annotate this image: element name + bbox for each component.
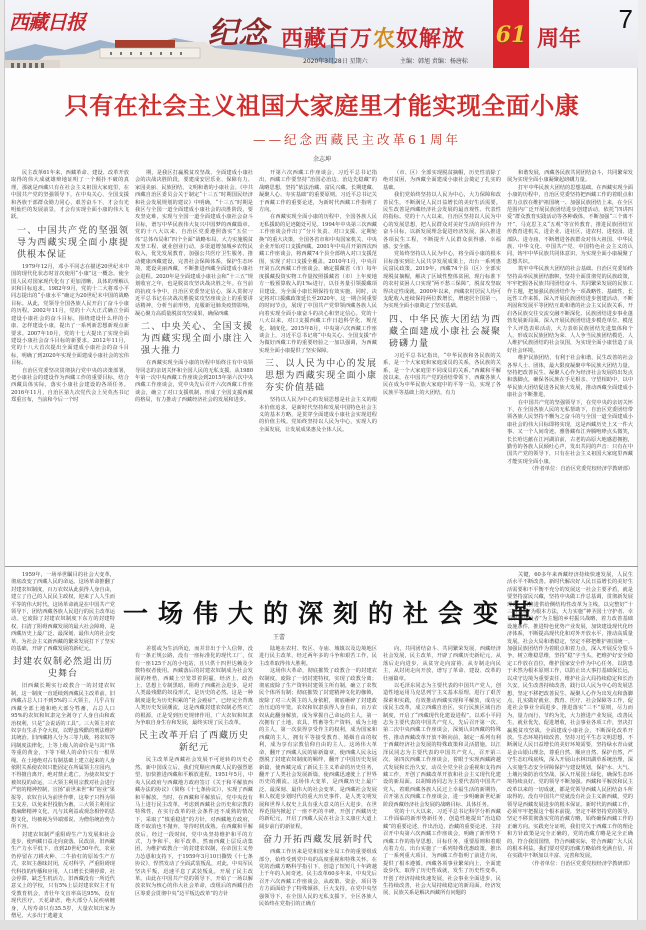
article1-byline: 余志坤 bbox=[312, 156, 331, 163]
paragraph: 在西藏实现全面小康的历程中，全国各族人民无私援助的足迹随处可见。1994年中央第三次西藏工作座谈会作出了“分片负责、对口支援、定期轮换”的重大决策，全国各省市和中央国家机关、中央企业开始对口支援西藏。2001年中央召开第四次西藏工作座谈会，将西藏74个县全部纳入对口支援范围，实现了对口支援全覆盖。2010年1月，中央召开第五次西藏工作座谈会，确定援藏省（市）每年度援藏投资实物工作量按照援藏省（市）上年度地方一般预算收入的1‰进行，以任务量引领援藏项目建设，为全面小康长期保持有效实施，同时，决定将对口援藏政策延长至2020年，这一期合同重要的时间节点，展现了中国共产党带领西藏各族人民向着实现全面小康奋斗的决心和坚定信心。党的十八大以来，对口支援西藏工作日趋科学化、规范化、制度化。2015年8月，中央第六次西藏工作座谈会上，习近平总书记将“中央关心、全国支援”作为做好西藏工作的重要经验之一加以强调，为西藏实现全面小康提供了坚实保障。 bbox=[259, 214, 377, 354]
article1-column-3 bbox=[259, 170, 377, 434]
paragraph: 封建农奴制严重阻碍生产力发展和社会进步，使西藏日益走向衰落。民改前，旧西藏生产力水平低下，直到20世纪50年代，农业仍停留在刀耕火种、二牛抬杠的原始生产方式，农奴主愚昧封闭，反对科学，严重阻碍现代科技的传播和应用，人口增长长期停滞，社会停滞，缺乏生机活力。旧西藏没有一所近代意义上的学校，只有5%上层封建农奴主才有受教育机会，青壮年文盲率高达95%，没有现代医疗，天花肆虐，绝大部分人民疾病缠身，人均寿命只有35.5岁，大量农奴出家为僧尼，大多出于逃避支 bbox=[11, 831, 115, 920]
issue-date: 2020年3月28日 星期六 bbox=[303, 58, 368, 65]
paragraph: 在西藏实现全面小康的历程中始终注有中央领导同志的亲切关怀和全国人民的无私支援。从1980年第一次中央西藏工作座谈会到2015年第六次中央西藏工作座谈会，党中央先后召开六次西藏工作座谈会，确立了对口支援机制，形成了全国支援西藏的格局，有力推动了西藏经济社会的发展和进步。 bbox=[135, 360, 253, 404]
anniversary-number: 61 bbox=[495, 22, 527, 48]
paragraph: 这场伟大革命，彻底摧毁了政教合一的封建农奴制度，废除了一切封建特权，实现了政教分离；彻底废除了生产资料封建领主所有制，确立了农牧民个体所有制；彻底摧毁了封建精神文化的枷锁，废除了对三大领主的人身依附，彻底砸碎了封建政治压迫的牢笼。农奴和奴隶获得人身自由，百万农奴从此翻身解放，成为掌握自己命运的主人，第一次拥有了土地、农具、牲畜等生产资料，成为土地的主人，第一次获得享受作主的权利，成为国家和西藏的主人，拥有平等接受教育、婚姻自由的权利，成为享有宗教信仰自由的主人。这场伟大革命，翻开了西藏人民的崭新篇章，使西藏人民永远摆脱了封建农奴制度的羁绊，翻开了中国历史发展新篇，使西藏完成了新民主主义革命的历史任务，翻开了人类社会发展新篇，使西藏迅速驶上了世界历史的潮流。这场伟大变革，是西藏历史上最广泛、最深刻、最伟大的社会变革，是西藏社会发展和人权进步划时代的重大历史事件，是人类文明发展和世界人权史上具有重大意义的巨大进步，在世界范围内掀起了一座不朽的丰碑，开创了西藏历史的新纪元，开启了西藏人民在社会主义康庄大道上阔步前行的新征程。 bbox=[259, 668, 377, 830]
article2-column-5 bbox=[507, 572, 633, 868]
editors-credit: 主编：韩旭 责编：杨唐标 bbox=[400, 58, 468, 65]
paragraph: 期，是我区打赢脱贫攻坚战、全面建成小康社会的决战决胜阶段，要建成安居乐业、保障有力、家园美丽、民族团结、文明和谐的小康社会。《中共西藏自治区委员会关于制定“十三五”时期国民经济和社会发展规划的建议》中明确，“十三五”时期是我区与全国一道全面建成小康社会的决胜阶段，要攻坚克难，实现与全国一道全面建成小康社会奋斗目标，谱写中华民族伟大复兴中国梦的西藏篇章。党的十八大以来，自治区党委遵照落实“五位一体”总体布局和“四个全面”战略布局，大力实施脱贫攻坚工程、就业创业行动，多渠道增加城乡农牧民收入，优先发展教育，加强公共医疗卫生服务，推动健康西藏建设，完善社会保障体系，保护生态环境，建设美丽西藏，不断推进西藏全面建成小康社会进程。2020年是全面建成小康社会和“十三五”规划收官之年，也是脱贫攻坚决战决胜之年。在当前的抗疫斗争中，自治区党委坚定信心，深入贯彻习近平总书记在决战决胜脱贫攻坚座谈会上的重要讲话精神，分析当前形势，克服新冠肺炎疫情影响，凝心聚力高质量脱贫攻坚成果，确保西藏 bbox=[135, 170, 253, 317]
paragraph: 陆地在农村、牧区、寺庙、城镇以及边境地区进行民主改革，经过两年多的斗争和艰苦工作，民主改革取得伟大胜利。 bbox=[259, 646, 377, 667]
paragraph: 和谐发展，西藏各民族共同团结奋斗，共同繁荣发展为实现全面小康凝聚起磅礴力量。 bbox=[507, 170, 633, 184]
article1-headline: 只有在社会主义祖国大家庭里才能实现全面小康 bbox=[64, 93, 580, 120]
article1-column-5 bbox=[507, 170, 633, 474]
paragraph: 我们党始终坚持以人民为中心，大力保障和改善民生，不断满足人民日益增长的美好生活需要。民生改善是西藏经济社会发展的最直观性、代表性的指标。党的十八大以来，自治区坚持以人民为中心的发展思想，把人民群众对美好生活的向往作为奋斗目标，以新发展理念促进经济发展，深入推进各项民生工程，不断提升人民群众获得感、幸福感、安全感。 bbox=[383, 192, 501, 251]
section-heading: 二、中央关心、全国支援为西藏实现全面小康注入强大推力 bbox=[141, 322, 253, 357]
newspaper-page bbox=[4, 0, 638, 920]
paragraph: 自治区党委坚决贯彻执行党中央的决策部署，把小康社会的建设作为西藏工作的重要目标，结合西藏具体实际，落实小康社会建设的各项任务。2016年11月，自治区第九次党代会上吴英杰书记郑重宣布，当前和今后一个时 bbox=[11, 367, 129, 404]
paragraph: 维护民族团结，有利于社会和谐，民生改善的社会各界人士、团体，最大限度凝聚中华民族大团结力量。坚持把改善民生、凝聚人心作为经济社会发展的出发点和落脚点，确保各民族在手足相亲、守望相助中，以中华民族大团结促进各民族大发展，推动西藏全面建成小康社会不断推进。 bbox=[507, 355, 633, 399]
paragraph: 1979年12月，邓小平同志在描述20世纪末中国的现代化状态时首次使用“小康”这一概念，使全国人民对国家现代化有了更加清晰、具体的理解认识和目标追求。1982年9月，党的十二大将邓小平同志提出的“小康水平”确定为20世纪末中国的战略目标。从此，党领导全国各族人民开启了奋斗小康的历程。2002年11月，党的十六大正式确立全面建设小康社会的奋斗目标，围绕建设什么样的小康、怎样建设小康，提出了一系列新思想新观点新要求。2007年10月，党的十七大提出了实现全面建设小康社会奋斗目标的新要求。2012年11月，党的十八大首次提出全面建成小康社会的奋斗目标，明确了到2020年实现全面建成小康社会的宏伟目标。 bbox=[11, 263, 129, 367]
page-bottom-margin bbox=[0, 920, 646, 930]
paragraph: 向，共同团结奋斗、共同繁荣发展，西藏经济社会发展，民主改革，开辟了西藏历史新纪元，从落后走向进步，从贫穷走向富裕，从专制走向民主，从封闭走向开放，谱写了革命、建设、改革的壮丽篇章。 bbox=[383, 646, 501, 682]
commemorate-calligraphy: 纪念 bbox=[208, 16, 268, 51]
article2-headline: 一场伟大的深刻的社会变革 bbox=[123, 600, 544, 628]
paragraph: 差徭或为生活所迫，而并非出于个人信仰，没有一条正规公路，没有一座标准化的现代工厂，仅有一座125千瓦的小电站，且只供十四世达赖及少数特权者使用。西藏落后的封建农奴制成为社会发展的桎梏，西藏上空笼罩着阴霾，经济上、政治上、思想上专制黑暗，阻碍了西藏社会进步，是对人类最残酷的奴役形式，是历史的必然。这是一种制度退化为历史积累的“社会癌症”，已经完全背离人类历史发展潮流，这是西藏封建农奴制必然灭亡的根源，正是受到历史规律作用，广大农奴和奴隶为争取自身生存和发展，最终实现了民主改革。 bbox=[135, 646, 253, 727]
author-affiliation: （作者单位：自治区党委党校经济学教研部） bbox=[529, 466, 633, 473]
article2-column-1 bbox=[11, 572, 115, 920]
paragraph: 筑牢中华民族大团结的社会基础。自治区党委始终坚持高举民族团结旗帜，坚持全面贯彻党的民族政策，牢牢把握各民族共同团结奋斗、共同繁荣发展的民族工作主题，把加强民族团结作为一项战略性、基础性、长远性工作来抓，深入开展民族团结进步创建活动，不断巩固和发展平等团结互助和谐的社会主义民族关系，开启各民族交往交流交融不断深化、民族团结进步事业蓬勃发展新局面。深入开展民族团结进步模范单位、模范个人评选表彰活动，大力表彰民族团结先进集体和个人，形成以民族团结为荣、人人争当民族团结模范、人人维护民族团结的社会氛围，为实现全面小康营造了良好社会环境。 bbox=[507, 266, 633, 354]
masthead-title: 西藏百万农奴解放 bbox=[281, 26, 466, 51]
section-heading: 奋力开拓西藏发展新时代 bbox=[262, 835, 373, 846]
anniversary-suffix: 周年 bbox=[537, 26, 582, 51]
paragraph: 党始终坚持以人民为中心，将全面小康的根本目标落实到让人民共享发展成果上，出台一系列惠民富民政策。2019年，西藏74个县（区）全部实现脱贫摘帽，解决了区域性整体贫困，现行标准下的农村贫困人口实现“两不愁三保障”，脱贫攻坚取得决定性成就。2000年以来，西藏农村居民人均可支配收入连续保持两位数增长，增速居全国第一，为实现全面小康奠定了坚实基础。 bbox=[383, 251, 501, 310]
page-number: 7 bbox=[618, 4, 633, 34]
paragraph: 1959年，一场举世瞩目的社会大变革，彻底改变了西藏人民的命运。这场革命推翻了封建农奴制度，百万农奴从此获得人身自由，建立了自己的人民民主政权，迎来了人人生而平等的伟大时代。这场革命就是在中国共产党领导下，团结西藏各族人民进行的民主改革运动。它废除了封建农奴制度下东方的封建特权，扫清了阻碍西藏发展的最大社会障碍，是西藏历史上最广泛、最深刻、最伟大的社会变革，为社会主义新西藏的繁荣发展打下了坚实的基础，开辟了西藏发展的新纪元。 bbox=[11, 572, 115, 653]
paragraph: （市、区）全部实现脱贫摘帽，历史性消除了绝对贫困，为西藏全面建成小康社会奠定了扎实的基础。 bbox=[383, 170, 501, 191]
paragraph: 以毛泽东同志为主要代表的中国共产党人，创造性地运用马克思列宁主义基本原理，进行了艰苦探索和实践，有效推动西藏实现和平解放，成功完成民主改革，成立西藏自治区，实行民族区域自治制度，开启了“西藏现代化建设进程”。以邓小平同志为主要代表的中国共产党人，先后召开第一次、第二次中央西藏工作座谈会，深刻认识西藏的特殊性，推动西藏改革开放不断向前，制定一系列有利于西藏经济社会发展的特殊政策和灵活措施。以江泽民同志为主要代表的中国共产党人，召开第三次、第四次西藏工作座谈会，着眼于实现西藏跨越式发展和长治久安，动员全党全社会重视和支持西藏工作，开创了西藏改革开放和社会主义现代化建设的新局面。以胡锦涛同志为主要代表的中国共产党人，着眼西藏各族人民过上幸福生活的新期待，召开第五次西藏工作座谈会，进一步明确新世纪新阶段西藏经济社会发展的战略目标、具体任务。 bbox=[383, 683, 501, 808]
article1-subtitle: ——纪念西藏民主改革61周年 bbox=[253, 132, 461, 147]
section-divider bbox=[5, 566, 639, 567]
section-heading: 一、中国共产党的坚强领导为西藏实现全面小康提供根本保证 bbox=[17, 225, 129, 260]
article1-column-4 bbox=[383, 170, 501, 397]
article2-column-2 bbox=[135, 646, 253, 898]
paragraph: 旧西藏长期实行政教合一的封建农奴制，这一制度一直延续到西藏民主改革前。旧西藏占总人口不到5%的三大领主，几乎占有西藏全部土地和绝大部分牲畜，占总人口95%的农奴和奴隶完全剥夺了人身自由和政治权利，只是“会说话的工具”。三大领主对农奴享有生杀予夺大权，以野蛮残酷的刑法维护其统治。旧西藏将人分为三等九级，将农奴等同制度法律化，上等上级人的命价是与其尸体等重的黄金，下等下级人的命价只有一根草绳。在土地绝对占有制基础上建立起来的人身依附关系使农奴只能固定在所属领主庄园内，不得擅自离开，绝对禁止逃亡。为使农奴安于被奴役的命运，三大领主利用宗教对社会进行严密的精神控制，宣扬“前世来世”和“宿业”果报等，农奴自认为前世作孽，这辈子只得为领主支差，以免来世投胎为畜。三大领主利用宗教麻醉精神文化，凡与其利益或观念相悖的思想文化，均被视为异端邪说，为僧俗统治势力所不容。 bbox=[11, 683, 115, 831]
paragraph: 关键，60多年来西藏经济持续快速发展，人民生活水平不断改善。新时代解决好人民日益增长的美好生活需要和不平衡不充分的发展这一社会主要矛盾，就是要坚持富民兴藏，坚持中央做工作总基调，贯彻新发展理念，以推进供给侧结构性改革为主线，以完整好“十三对关系”为根本方法，大力实施“神圣国土守护者、幸福家园建设者”为主题的乡村振兴战略，着力改善基础设施条件，推进特色优势产业发展，加快建设现代化经济体系，不断提高现代化和对外开放水平，推动高质量发展。社会大局和谐稳定，坚定不移把维护祖国统一、加强民族团结作为着眼点和着力点，深入开展反分裂斗争，树立维稳思维，坚持“稳”字当头，把维护好安全稳定工作放在首位，维护国家安全作为中心任务，以防患于未然为根本原则工作，以防止出大事打基础保长远，以戍守边境为重要责任，维护社会大局持续稳定和长治久安。民生改善持续改善，践行以人民为中心的发展思想，坚定不移把改善民生、凝聚人心作为出发点和落脚点，扎实做好就业、教育、医疗、社会保障等工作，促进社会事业全面进步，推进落实“三不”原则，尽力而为，量力而行，节约为先，大力推进产业发展，改善民生，就业优先，促进增收，社会事业各项工作，坚决打赢脱贫攻坚战，全面建成小康社会，不断深化改革开放。生态环境持续改善，坚持习近平生态文明思想，不断满足人民日益增长的美好环境需要，坚持绿水青山就是金山银山理念，尊重自然、顺应自然、保护自然，严守生态红线底线，深入开展山水林田湖草系统治理，深入实施生态安全屏障保护与建设规划，保护水、大气、土壤污染防治攻坚战，深入开展国土绿化，确保生态环境持续良好。党的领导不断加强。西藏和平解放和民主改革以来的一切成就，都是党领导西藏人民团结奋斗所取得的。没有中国共产党就没有社会主义新西藏，党的领导是西藏发展进步的根本保证。新时代的西藏工作，必须牢牢把握这个根本前提，坚定不移坚持党的领导，坚定不移贯彻落实党的治藏方略，始终确保西藏工作的正确方向。实践充分证明，我们党关于西藏工作的理论和方针政策是完全正确的，党的治藏方略是完全正确的，符合我国国情，符合西藏实际，符合西藏广大人民的根本利益。我们要对党的治藏方略始终充满自信，并在实践中不断加以丰富、完善和发展。 bbox=[507, 572, 633, 860]
article2-column-4 bbox=[383, 646, 501, 898]
author-affiliation: （作者单位：自治区党委党校经济学教研部） bbox=[529, 860, 633, 867]
paragraph: 开第六次西藏工作座谈会，习近平总书记指出，西藏工作要坚持“治国必治边、治边先稳藏”的战略思想，坚持“依法治藏、富民兴藏、长期建藏、凝聚人心、夯实基础”的重要原则。习近平总书记关于西藏工作的重要论述，为新时代西藏工作指明了方向。 bbox=[259, 170, 377, 214]
paragraph: 西藏工作历来是党和国家全局工作的重要组成部分，始终受到党中央的高度重视和特殊关怀。在党的治藏方略科学指引下，创造了短短几十年跨越上千年的人间奇迹。民主改革60多年来，中央先后召开六次西藏工作座谈会，从政策、资金、项目等方方面面给予了特殊倾斜，巨大支持。在党中央坚强领导下，在全国人民的无私支援下，全区各族人民始终在党指引的正确方 bbox=[259, 849, 377, 907]
paragraph: 坚持以人民为中心的发展思想是社会主义的根本价值追求，是新时代坚持和发展中国特色社会主义的基本方略，是贯穿全面建成小康社会实现进程的价值主线。党始终坚持以人民为中心，实现人的全面发展，让发展成果惠及全体人民。 bbox=[259, 397, 377, 433]
paragraph: 在中国共产党的坚强领导下，在党中央的亲切关怀下，在全国各族人民的无私帮助下，自治区党委团结带领各族人民坚持不懈为之奋斗的与全国一道全面建成小康社会的伟大目标即将实现，这是西藏历史上又一件大事、又一个人间奇迹。雅鲁藏布江奔腾咆哮点头微笑，长长哈达献在江河湖泊前，古老的高原大地感恩拥抱，勤劳的各族人民倾吐心声，发出共同的声音：只有在中国共产党的领导下，只有在社会主义祖国大家庭里西藏才能实现全面小康。 bbox=[507, 399, 633, 465]
page-margin bbox=[638, 0, 646, 930]
paragraph: 习近平总书记指出，“中华民族和各民族的关系，是一个大家庭和家庭成员的关系，各民族的关系，是一个大家庭里不同成员的关系。”西藏和平解放以来，在中国共产党的团结带领下，西藏各族人民在成为中华民族大家庭中的平等一员，实现了各民族平等基础上的大团结，有力 bbox=[383, 352, 501, 396]
article2-byline: 王蕾 bbox=[273, 634, 286, 641]
paragraph: 民主改革是西藏社会发展不可逆转的历史必然。新中国成立后，我们党顺应西藏人民的强烈愿望，加快推进西藏和平解放进程。1951年5月，中央人民政府与西藏地方政府签订《关于和平解放西藏办法的协议》（简称《十七条协议》），实现了西藏和平解放。当时，在西藏和平解放后，党中央没有马上进行民主改革，考虑到西藏社会历史和宗教的特殊性，在实行改革的社会条件还不成熟的情况下，采取了“慎重稳进”的方针，对西藏地方政府，既不取消也不抛弃，等待时机成熟。在西藏和平解放后，经过一段时间，党中央坚持维护和平的方式，力争和平、和平改革。然而西藏上层反动集团，为维护政教合一的封建农奴制，在帝国主义势力怂恿和支持下，于1959年3月10日撕毁《十七条协议》，悍然发动了全面武装叛乱，对此，中央军民坚决平叛，迅速平息了武装叛乱，开展了民主改革。由此在中国共产党的领导下，开始了一场以解放农奴为核心的伟大社会革命，改组后的西藏自治区筹委会贯彻中央“边平叛边改革”的方针 bbox=[135, 757, 253, 897]
paragraph: 党的十八大以来，习近平总书记科学分析西藏工作面临的新形势新任务，创造性地提出“治边稳藏”的重要论述，作出治边、治藏的重要论述，主持召开中央第六次西藏工作座谈会，明确了新形势下西藏工作的指导思想、目标任务，重要原则和着眼点着力点，出台实施了一系列特殊优惠政策，推出了一系列重大项目，为西藏工作指明了前进方向，提供了根本遵循。西藏各项事业繁荣向上，全面建设步伐，取得了历史性成就，发生了历史性变革，开创了经济持续快速发展，社会事业全面进步，民生持续改善，社会大局持续稳定的新局面。经济发展，民族关系是解决西藏所有问题的 bbox=[383, 808, 501, 897]
article1-column-2 bbox=[135, 170, 253, 405]
section-heading: 民主改革开启了西藏历史新纪元 bbox=[138, 731, 249, 754]
paragraph: 民主改革61年来，西藏革命、建设、改革开放取得的伟大成就雄辩地证明了一个颠扑不破的真理，那就是西藏只有在社会主义祖国大家庭里，在中国共产党的坚强领导下，在中央关心、全国支援和各族干部群众勠力同心、艰苦奋斗下，才会有光明灿烂的发展前景，才会有实现全面小康的伟大飞跃。 bbox=[11, 170, 129, 221]
section-heading: 四、中华民族大团结为西藏全面建成小康社会凝聚磅礴力量 bbox=[389, 314, 501, 349]
masthead-banner bbox=[5, 0, 639, 68]
section-heading: 三、以人民为中心的发展思想为西藏实现全面小康夯实价值基础 bbox=[265, 359, 377, 394]
newspaper-logo: 西藏日报 bbox=[9, 10, 85, 34]
paragraph: 打牢中华民族大团结的思想基础。在西藏实现全面小康的历程中，自治区党委坚持把西藏工作的着眼点和着力点放在维护祖国统一、加强民族团结上来，在全区范围内广泛开展民族团结进步创建活动，依托“四讲四爱”群众教育实践活动等各种载体，不断加强“三个离不开”、马克思主义“五观”等宣传教育，推进民族团结宣传教育进机关、进企业、进社区、进农村、进校园、进部队、进寺庙，不断增进各族群众对伟大祖国、中华民族、中华文化、中国共产党、中国特色社会主义的认同，铸牢中华民族共同体意识，为实现全面小康凝聚了思想共识。 bbox=[507, 184, 633, 265]
article2-column-3 bbox=[259, 646, 377, 908]
section-heading: 封建农奴制必然退出历史舞台 bbox=[12, 657, 113, 680]
article1-column-1 bbox=[11, 170, 129, 405]
